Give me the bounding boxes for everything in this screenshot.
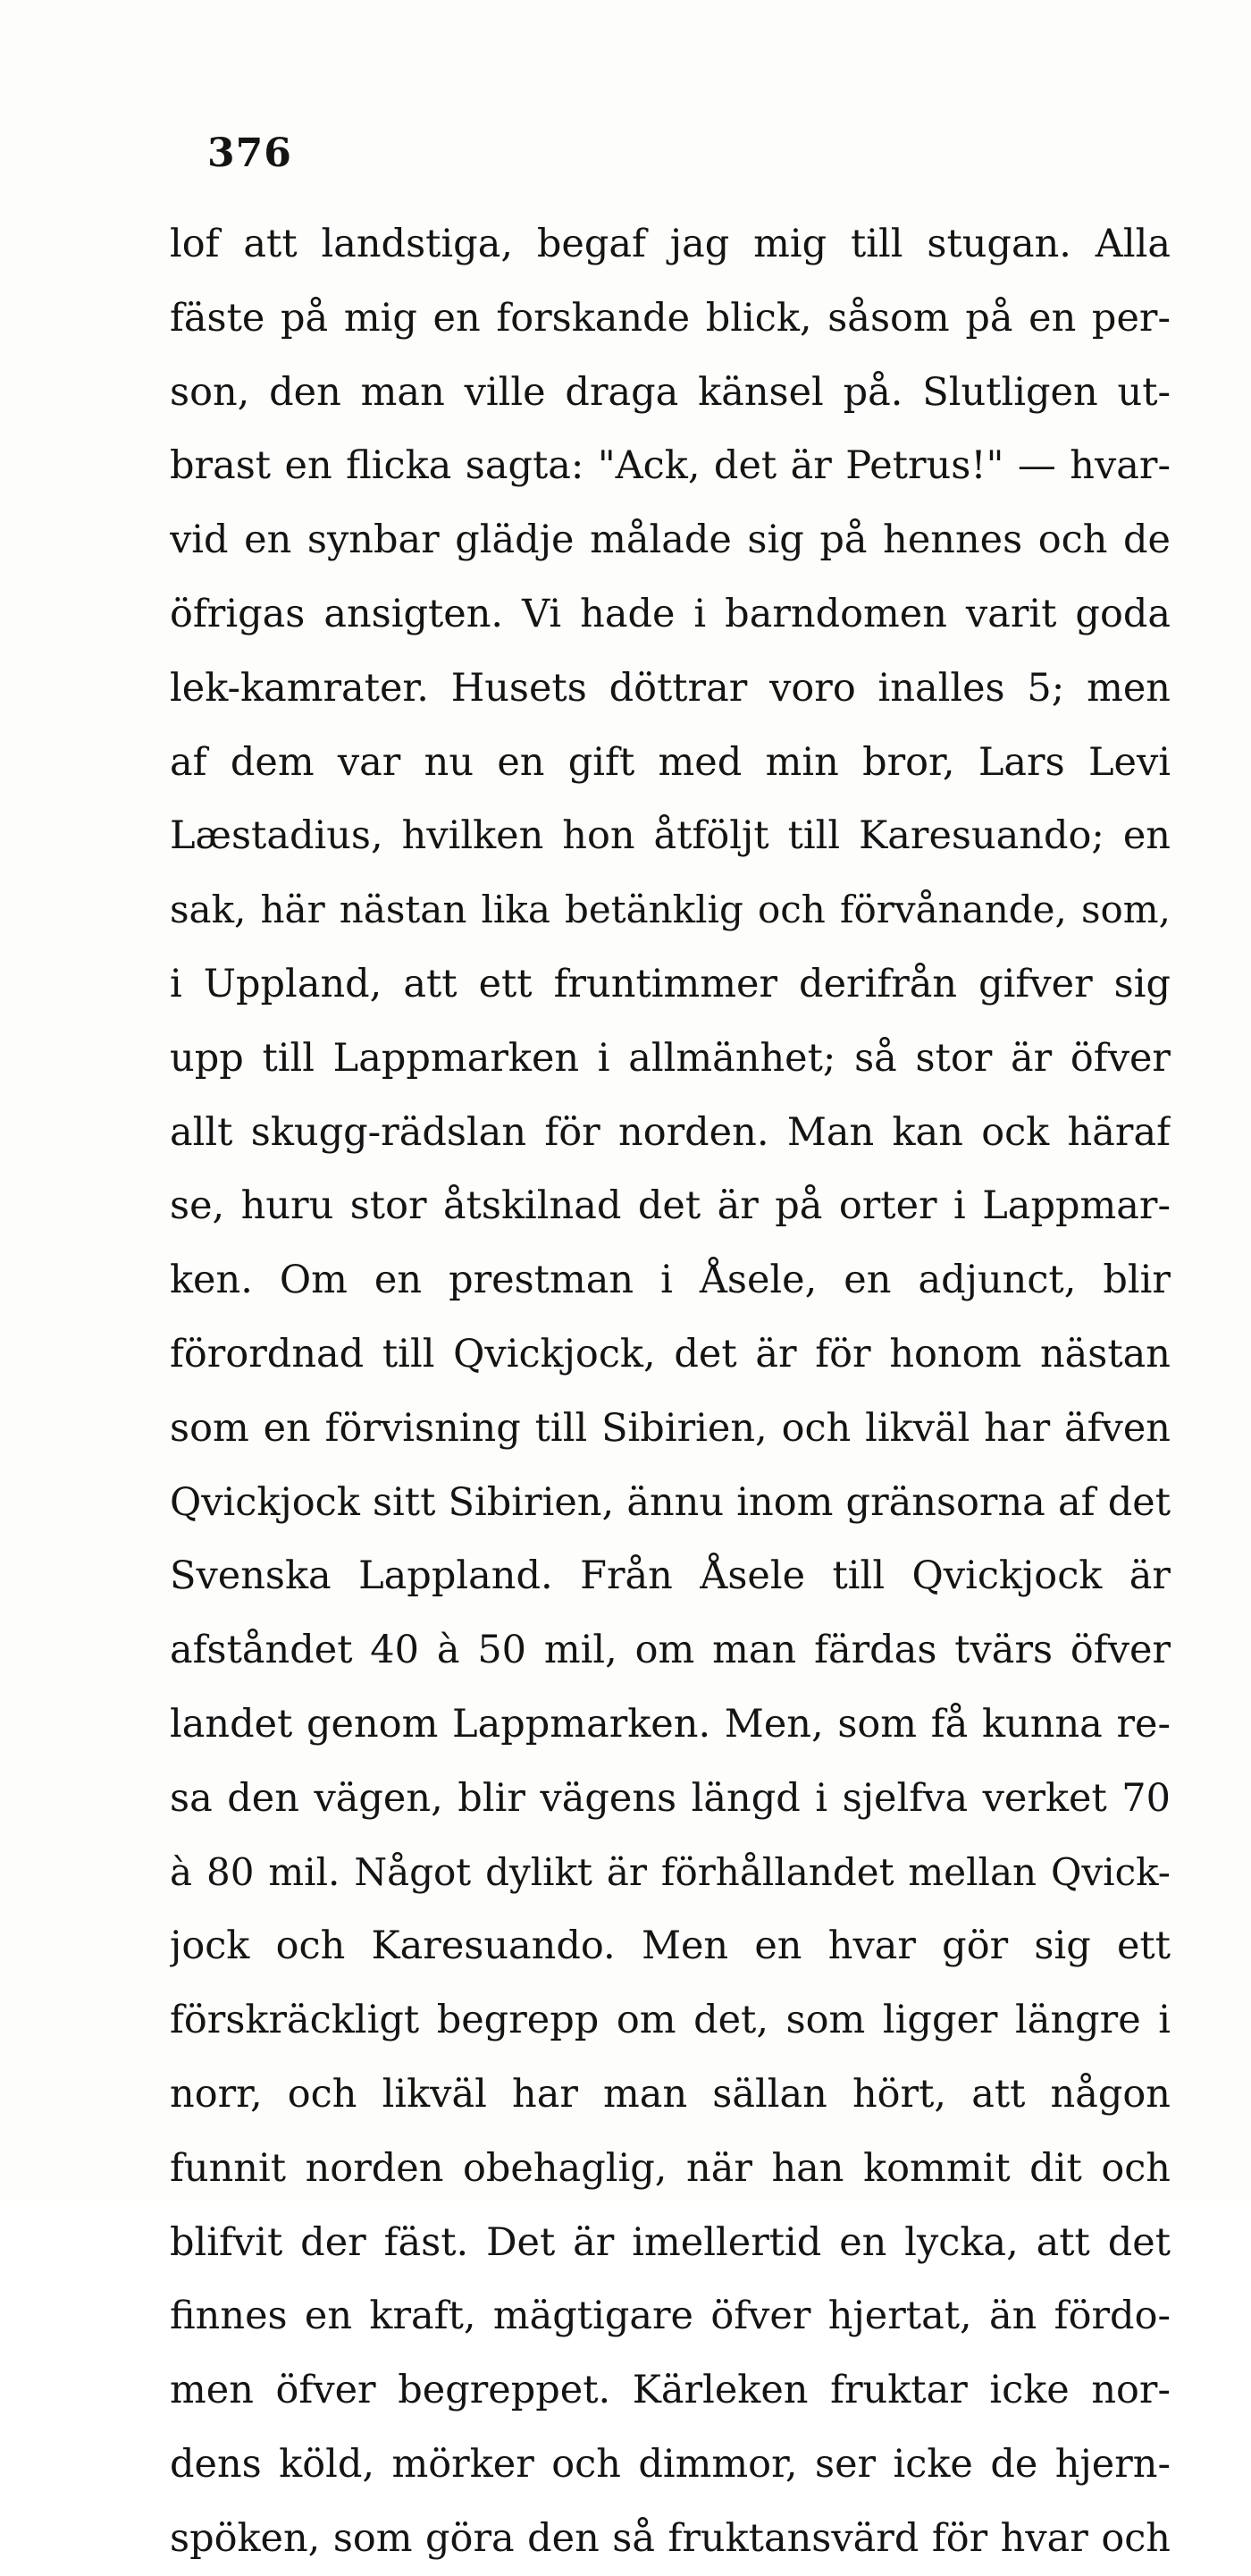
text-line: Qvickjock sitt Sibirien, ännu inom gränsorna af det	[170, 1479, 1171, 1525]
body-text	[170, 207, 1171, 2576]
text-line: förordnad till Qvickjock, det är för honom nästan	[170, 1331, 1171, 1376]
text-line: som en förvisning till Sibirien, och likväl har äfven	[170, 1405, 1171, 1451]
text-line: blifvit der fäst. Det är imellertid en lycka, att det	[170, 2219, 1171, 2265]
text-line: upp till Lappmarken i allmänhet; så stor är öfver	[170, 1035, 1171, 1081]
text-line: landet genom Lappmarken. Men, som få kunna re-	[170, 1701, 1171, 1747]
text-line: allt skugg-rädslan för norden. Man kan ock häraf	[170, 1109, 1171, 1155]
text-line: lek-kamrater. Husets döttrar voro inalles 5; men	[170, 665, 1171, 711]
text-line: lof att landstiga, begaf jag mig till stugan. Alla	[170, 222, 1171, 266]
text-line: jock och Karesuando. Men en hvar gör sig ett	[170, 1924, 1171, 1969]
page-number: 376	[207, 130, 292, 176]
text-line: sa den vägen, blir vägens längd i sjelfva verket 70	[170, 1775, 1171, 1821]
text-line: funnit norden obehaglig, när han kommit dit och	[170, 2145, 1171, 2191]
text-line: Svenska Lappland. Från Åsele till Qvickjock är	[170, 1553, 1171, 1599]
text-line: vid en synbar glädje målade sig på hennes och de	[170, 518, 1171, 563]
text-line: afståndet 40 à 50 mil, om man färdas tvärs öfver	[170, 1628, 1171, 1673]
text-line: sak, här nästan lika betänklig och förvånande, som,	[170, 888, 1171, 932]
text-line: finnes en kraft, mägtigare öfver hjertat, än fördo-	[170, 2294, 1171, 2339]
text-line: i Uppland, att ett fruntimmer derifrån gifver sig	[170, 961, 1171, 1006]
text-line: ken. Om en prestman i Åsele, en adjunct, blir	[170, 1258, 1171, 1303]
text-line: förskräckligt begrepp om det, som ligger längre i	[170, 1998, 1171, 2043]
text-line: men öfver begreppet. Kärleken fruktar icke nor-	[170, 2368, 1171, 2413]
text-line: se, huru stor åtskilnad det är på orter i Lappmar-	[170, 1183, 1171, 1229]
text-line: brast en flicka sagta: "Ack, det är Petrus!" — hvar-	[170, 443, 1171, 489]
text-line: norr, och likväl har man sällan hört, att någon	[170, 2071, 1171, 2117]
text-line: Læstadius, hvilken hon åtföljt till Karesuando; en	[170, 813, 1171, 859]
text-line: öfrigas ansigten. Vi hade i barndomen varit goda	[170, 591, 1171, 636]
text-line: spöken, som göra den så fruktansvärd för hvar och	[170, 2515, 1171, 2561]
text-line: af dem var nu en gift med min bror, Lars Levi	[170, 739, 1171, 785]
text-line: fäste på mig en forskande blick, såsom på en per-	[170, 295, 1171, 341]
text-line: dens köld, mörker och dimmor, ser icke de hjern-	[170, 2441, 1171, 2487]
text-line: son, den man ville draga känsel på. Slutligen ut-	[170, 369, 1171, 415]
text-line: à 80 mil. Något dylikt är förhållandet mellan Qvick-	[170, 1849, 1171, 1894]
